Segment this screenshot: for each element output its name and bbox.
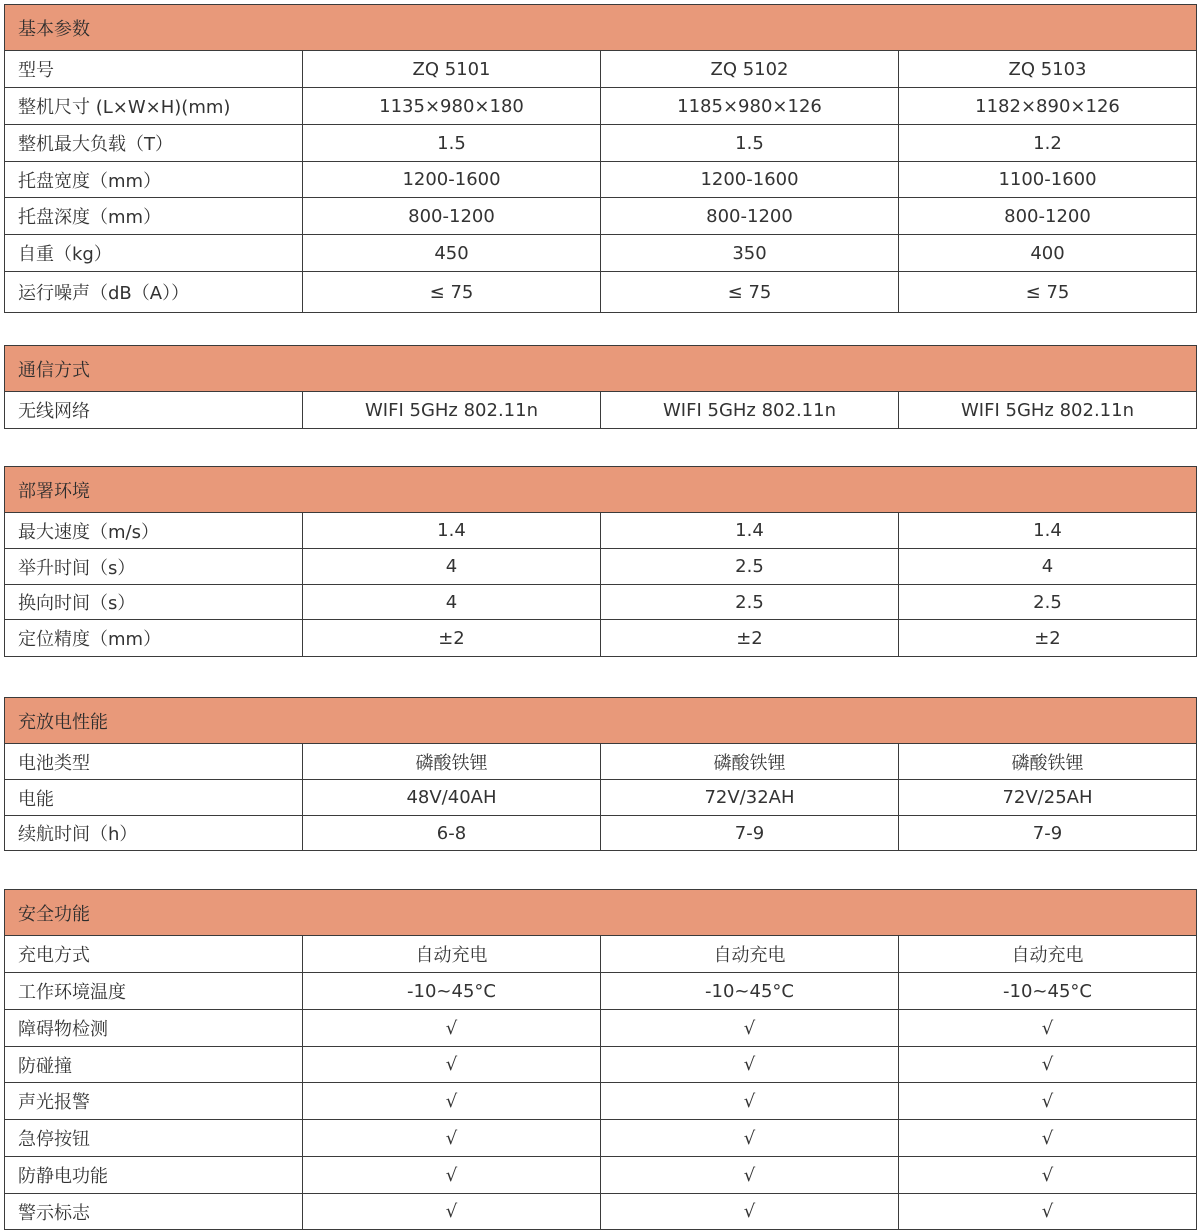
cell-value: ZQ 5103 [899, 51, 1197, 88]
table-row [5, 816, 1197, 851]
spec-table [4, 345, 1197, 429]
check-mark: √ [303, 1194, 601, 1230]
check-mark: √ [601, 1194, 899, 1230]
check-mark: √ [303, 1047, 601, 1083]
check-mark: √ [899, 1194, 1197, 1230]
row-label: 定位精度（mm） [5, 620, 303, 657]
cell-value: 2.5 [601, 585, 899, 620]
cell-value: 6-8 [303, 816, 601, 851]
cell-value: -10~45°C [303, 973, 601, 1010]
table-row [5, 585, 1197, 620]
section-basic-params [4, 4, 1196, 313]
row-label: 急停按钮 [5, 1120, 303, 1157]
section-title: 部署环境 [5, 467, 1197, 513]
table-row [5, 780, 1197, 816]
row-label: 声光报警 [5, 1083, 303, 1120]
cell-value: 4 [303, 585, 601, 620]
cell-value: 1.4 [601, 513, 899, 549]
check-mark: √ [303, 1120, 601, 1157]
cell-value: 磷酸铁锂 [601, 744, 899, 780]
check-mark: √ [899, 1047, 1197, 1083]
check-mark: √ [601, 1157, 899, 1194]
cell-value: 1.4 [303, 513, 601, 549]
cell-value: 磷酸铁锂 [303, 744, 601, 780]
cell-value: 自动充电 [601, 936, 899, 973]
row-label: 警示标志 [5, 1194, 303, 1230]
check-mark: √ [899, 1083, 1197, 1120]
cell-value: 2.5 [601, 549, 899, 585]
row-label: 无线网络 [5, 392, 303, 429]
table-row [5, 744, 1197, 780]
table-row [5, 1047, 1197, 1083]
table-row [5, 125, 1197, 162]
table-row [5, 235, 1197, 272]
check-mark: √ [303, 1083, 601, 1120]
table-row [5, 973, 1197, 1010]
cell-value: 1.5 [601, 125, 899, 162]
cell-value: 1.4 [899, 513, 1197, 549]
table-row [5, 1194, 1197, 1230]
cell-value: 450 [303, 235, 601, 272]
cell-value: WIFI 5GHz 802.11n [899, 392, 1197, 429]
cell-value: 1182×890×126 [899, 88, 1197, 125]
section-title: 基本参数 [5, 5, 1197, 51]
cell-value: 1200-1600 [601, 162, 899, 198]
row-label: 整机尺寸 (L×W×H)(mm) [5, 88, 303, 125]
table-row [5, 549, 1197, 585]
row-label: 托盘宽度（mm） [5, 162, 303, 198]
cell-value: 磷酸铁锂 [899, 744, 1197, 780]
cell-value: 48V/40AH [303, 780, 601, 816]
cell-value: 1185×980×126 [601, 88, 899, 125]
table-row [5, 936, 1197, 973]
row-label: 自重（kg） [5, 235, 303, 272]
cell-value: 400 [899, 235, 1197, 272]
row-label: 托盘深度（mm） [5, 198, 303, 235]
table-row [5, 392, 1197, 429]
section-title: 充放电性能 [5, 698, 1197, 744]
section-title: 安全功能 [5, 890, 1197, 936]
spec-table [4, 889, 1197, 1230]
check-mark: √ [601, 1010, 899, 1047]
table-row [5, 1010, 1197, 1047]
row-label: 型号 [5, 51, 303, 88]
cell-value: ±2 [601, 620, 899, 657]
row-label: 续航时间（h） [5, 816, 303, 851]
cell-value: 800-1200 [899, 198, 1197, 235]
check-mark: √ [601, 1047, 899, 1083]
row-label: 举升时间（s） [5, 549, 303, 585]
row-label: 最大速度（m/s） [5, 513, 303, 549]
cell-value: 800-1200 [303, 198, 601, 235]
table-row [5, 198, 1197, 235]
row-label: 工作环境温度 [5, 973, 303, 1010]
row-label: 充电方式 [5, 936, 303, 973]
cell-value: ZQ 5102 [601, 51, 899, 88]
row-label: 运行噪声（dB（A）） [5, 272, 303, 313]
section-deployment [4, 466, 1196, 657]
row-label: 换向时间（s） [5, 585, 303, 620]
section-communication [4, 345, 1196, 429]
spec-table [4, 697, 1197, 851]
cell-value: ±2 [303, 620, 601, 657]
cell-value: 4 [899, 549, 1197, 585]
row-label: 防静电功能 [5, 1157, 303, 1194]
cell-value: ≤ 75 [303, 272, 601, 313]
cell-value: -10~45°C [601, 973, 899, 1010]
cell-value: 1.5 [303, 125, 601, 162]
spec-table [4, 466, 1197, 657]
check-mark: √ [303, 1010, 601, 1047]
check-mark: √ [899, 1120, 1197, 1157]
cell-value: ±2 [899, 620, 1197, 657]
section-charging [4, 697, 1196, 851]
cell-value: 350 [601, 235, 899, 272]
check-mark: √ [899, 1010, 1197, 1047]
table-row [5, 513, 1197, 549]
row-label: 电能 [5, 780, 303, 816]
cell-value: 1100-1600 [899, 162, 1197, 198]
check-mark: √ [303, 1157, 601, 1194]
cell-value: ZQ 5101 [303, 51, 601, 88]
table-row [5, 162, 1197, 198]
table-row [5, 51, 1197, 88]
spec-table [4, 4, 1197, 313]
table-row [5, 620, 1197, 657]
cell-value: 1200-1600 [303, 162, 601, 198]
table-row [5, 1157, 1197, 1194]
check-mark: √ [601, 1120, 899, 1157]
section-title: 通信方式 [5, 346, 1197, 392]
cell-value: ≤ 75 [601, 272, 899, 313]
cell-value: 7-9 [899, 816, 1197, 851]
row-label: 电池类型 [5, 744, 303, 780]
cell-value: 自动充电 [899, 936, 1197, 973]
table-row [5, 1083, 1197, 1120]
cell-value: WIFI 5GHz 802.11n [303, 392, 601, 429]
table-row [5, 1120, 1197, 1157]
cell-value: -10~45°C [899, 973, 1197, 1010]
cell-value: 4 [303, 549, 601, 585]
check-mark: √ [601, 1083, 899, 1120]
cell-value: 1.2 [899, 125, 1197, 162]
cell-value: 2.5 [899, 585, 1197, 620]
cell-value: ≤ 75 [899, 272, 1197, 313]
cell-value: 72V/32AH [601, 780, 899, 816]
cell-value: 72V/25AH [899, 780, 1197, 816]
table-row [5, 88, 1197, 125]
section-safety [4, 889, 1196, 1230]
row-label: 整机最大负载（T） [5, 125, 303, 162]
row-label: 障碍物检测 [5, 1010, 303, 1047]
cell-value: 自动充电 [303, 936, 601, 973]
table-row [5, 272, 1197, 313]
cell-value: WIFI 5GHz 802.11n [601, 392, 899, 429]
row-label: 防碰撞 [5, 1047, 303, 1083]
cell-value: 1135×980×180 [303, 88, 601, 125]
cell-value: 800-1200 [601, 198, 899, 235]
check-mark: √ [899, 1157, 1197, 1194]
cell-value: 7-9 [601, 816, 899, 851]
